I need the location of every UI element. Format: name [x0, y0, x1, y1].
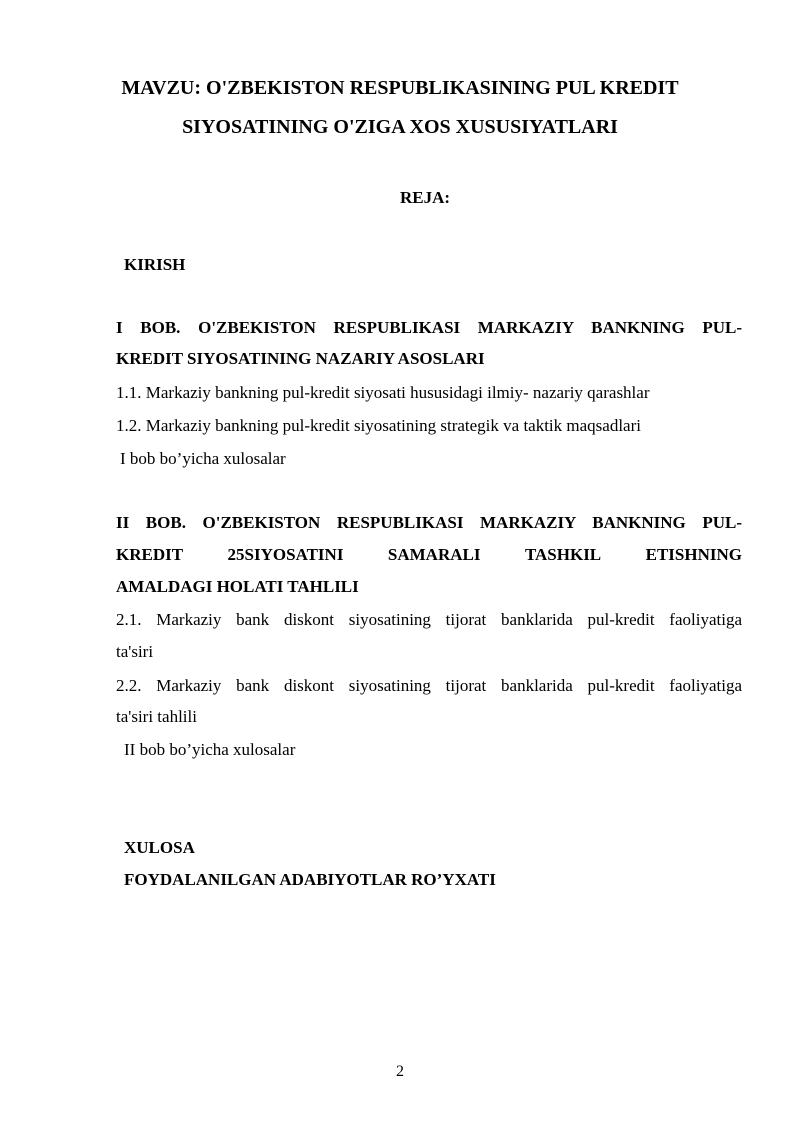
title-line-1: MAVZU: O'ZBEKISTON RESPUBLIKASINING PUL KREDIT: [121, 77, 679, 99]
chapter2-heading-word: KREDIT: [116, 545, 184, 564]
chapter1-summary: I bob bo’yicha xulosalar: [120, 449, 286, 468]
chapter1-heading-line-1: I BOB. O'ZBEKISTON RESPUBLIKASI MARKAZIY BANKNING PUL-: [116, 318, 742, 337]
chapter1-heading-line-2: KREDIT SIYOSATINING NAZARIY ASOSLARI: [116, 349, 485, 368]
chapter2-heading-word: 25SIYOSATINI: [227, 545, 344, 564]
chapter2-heading-word: TASHKIL: [524, 545, 602, 564]
toc-item-2-1-line-1: 2.1. Markaziy bank diskont siyosatining tijorat banklarida pul-kredit faoliyatiga: [116, 610, 742, 629]
chapter2-summary: II bob bo’yicha xulosalar: [124, 740, 296, 759]
title-line-2: SIYOSATINING O'ZIGA XOS XUSUSIYATLARI: [182, 116, 618, 138]
chapter2-heading-word: ETISHNING: [645, 545, 742, 564]
chapter2-heading-line-3: AMALDAGI HOLATI TAHLILI: [116, 577, 359, 596]
toc-item-2-2-line-1: 2.2. Markaziy bank diskont siyosatining tijorat banklarida pul-kredit faoliyatiga: [116, 676, 742, 695]
toc-item-2-1-line-2: ta'siri: [116, 642, 154, 661]
page-number: 2: [396, 1063, 404, 1080]
chapter2-heading-line-1: II BOB. O'ZBEKISTON RESPUBLIKASI MARKAZIY BANKNING PUL-: [116, 513, 742, 532]
kirish-heading: KIRISH: [124, 255, 186, 274]
toc-item-1-1: 1.1. Markaziy bankning pul-kredit siyosati hususidagi ilmiy- nazariy qarashlar: [116, 383, 650, 402]
toc-item-2-2-line-2: ta'siri tahlili: [116, 707, 197, 726]
references-heading: FOYDALANILGAN ADABIYOTLAR RO’YXATI: [124, 870, 496, 889]
chapter2-heading-word: SAMARALI: [387, 545, 481, 564]
xulosa-heading: XULOSA: [124, 838, 195, 857]
toc-item-1-2: 1.2. Markaziy bankning pul-kredit siyosatining strategik va taktik maqsadlari: [116, 416, 641, 435]
chapter2-heading-line-2: [116, 545, 742, 565]
reja-heading: REJA:: [400, 188, 451, 207]
